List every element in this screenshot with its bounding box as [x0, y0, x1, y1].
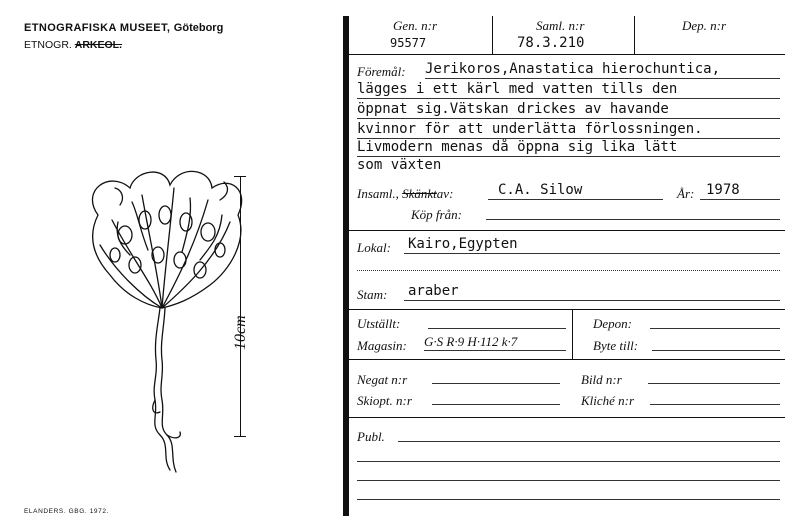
publ-rule-3	[357, 480, 780, 481]
divider-magasin	[572, 309, 573, 359]
skiopt-label: Skiopt. n:r	[357, 393, 412, 408]
insaml-av: av:	[436, 186, 454, 201]
kop-label: Köp från:	[411, 207, 462, 222]
department-struck: ARKEOL.	[74, 39, 123, 51]
stam-rule	[404, 300, 780, 301]
rule-negat	[349, 417, 785, 418]
kop-rule	[486, 219, 780, 220]
byte-label: Byte till:	[593, 338, 639, 353]
depon-label: Depon:	[593, 316, 632, 331]
insaml-prefix: Insaml.,	[357, 186, 399, 201]
rule-magasin	[349, 359, 785, 360]
scale-bar-top-tick	[234, 176, 246, 177]
foremal-line-5: Livmodern menas då öppna sig lika lätt	[357, 139, 678, 155]
gen-nr-label: Gen. n:r	[393, 18, 438, 33]
lokal-value: Kairo,Egypten	[408, 236, 518, 252]
scale-label: 10cm	[232, 315, 249, 350]
foremal-line-4: kvinnor för att underlätta förlossningen.	[357, 121, 703, 137]
skiopt-rule	[432, 404, 560, 405]
saml-nr-label: Saml. n:r	[536, 18, 585, 33]
publ-label: Publ.	[357, 429, 385, 444]
printer-mark: ELANDERS. GBG. 1972.	[24, 508, 109, 515]
ar-label: År:	[677, 186, 695, 201]
foremal-rule-4	[357, 138, 780, 139]
rule-stam	[349, 309, 785, 310]
cliche-rule	[650, 404, 780, 405]
stam-label: Stam:	[357, 287, 388, 302]
museum-title	[24, 22, 223, 34]
card-left-border	[343, 16, 349, 516]
cliche-label: Kliché n:r	[581, 393, 635, 408]
negat-label: Negat n:r	[357, 372, 408, 387]
ar-value: 1978	[706, 182, 740, 198]
bild-rule	[648, 383, 780, 384]
stam-value: araber	[408, 283, 459, 299]
ar-rule	[700, 199, 780, 200]
saml-nr-value: 78.3.210	[517, 35, 585, 51]
department-line	[24, 39, 122, 51]
publ-rule-4	[357, 499, 780, 500]
foremal-rule-2	[357, 98, 780, 99]
magasin-rule	[424, 350, 566, 351]
magasin-value: G·S R·9 H·112 k·7	[424, 334, 518, 349]
department-prefix: ETNOGR.	[24, 39, 72, 51]
foremal-line-1: Jerikoros,Anastatica hierochuntica,	[425, 61, 721, 77]
museum-city: Göteborg	[173, 22, 224, 34]
divider-saml-dep	[634, 16, 635, 54]
insaml-struck: Skänkt	[402, 186, 437, 201]
rule-insaml	[349, 230, 785, 231]
utstallt-rule	[428, 328, 566, 329]
foremal-rule-3	[357, 118, 780, 119]
museum-name: ETNOGRAFISKA MUSEET,	[24, 22, 171, 34]
foremal-line-6: som växten	[357, 157, 442, 173]
insaml-label	[357, 186, 453, 202]
divider-gen-saml	[492, 16, 493, 54]
bild-label: Bild n:r	[581, 372, 622, 387]
lokal-rule	[404, 253, 780, 254]
depon-rule	[650, 328, 780, 329]
lokal-label: Lokal:	[357, 240, 391, 255]
publ-rule-2	[357, 461, 780, 462]
publ-rule-1	[398, 441, 780, 442]
foremal-line-3: öppnat sig.Vätskan drickes av havande	[357, 101, 669, 117]
rule-top	[349, 54, 785, 55]
foremal-label: Föremål:	[357, 64, 406, 79]
gen-nr-value: 95577	[390, 36, 427, 50]
foremal-rule-5	[357, 156, 780, 157]
insaml-rule	[488, 199, 663, 200]
negat-rule	[432, 383, 560, 384]
insaml-value: C.A. Silow	[498, 182, 583, 198]
foremal-line-2: lägges i ett kärl med vatten tills den	[357, 81, 678, 97]
utstallt-label: Utställt:	[357, 316, 401, 331]
scale-bar	[240, 176, 241, 436]
byte-rule	[652, 350, 780, 351]
dep-nr-label: Dep. n:r	[682, 18, 727, 33]
scale-bar-bottom-tick	[234, 436, 246, 437]
magasin-label: Magasin:	[357, 338, 407, 353]
lokal-rule-2	[357, 270, 780, 271]
foremal-rule-1	[425, 78, 780, 79]
